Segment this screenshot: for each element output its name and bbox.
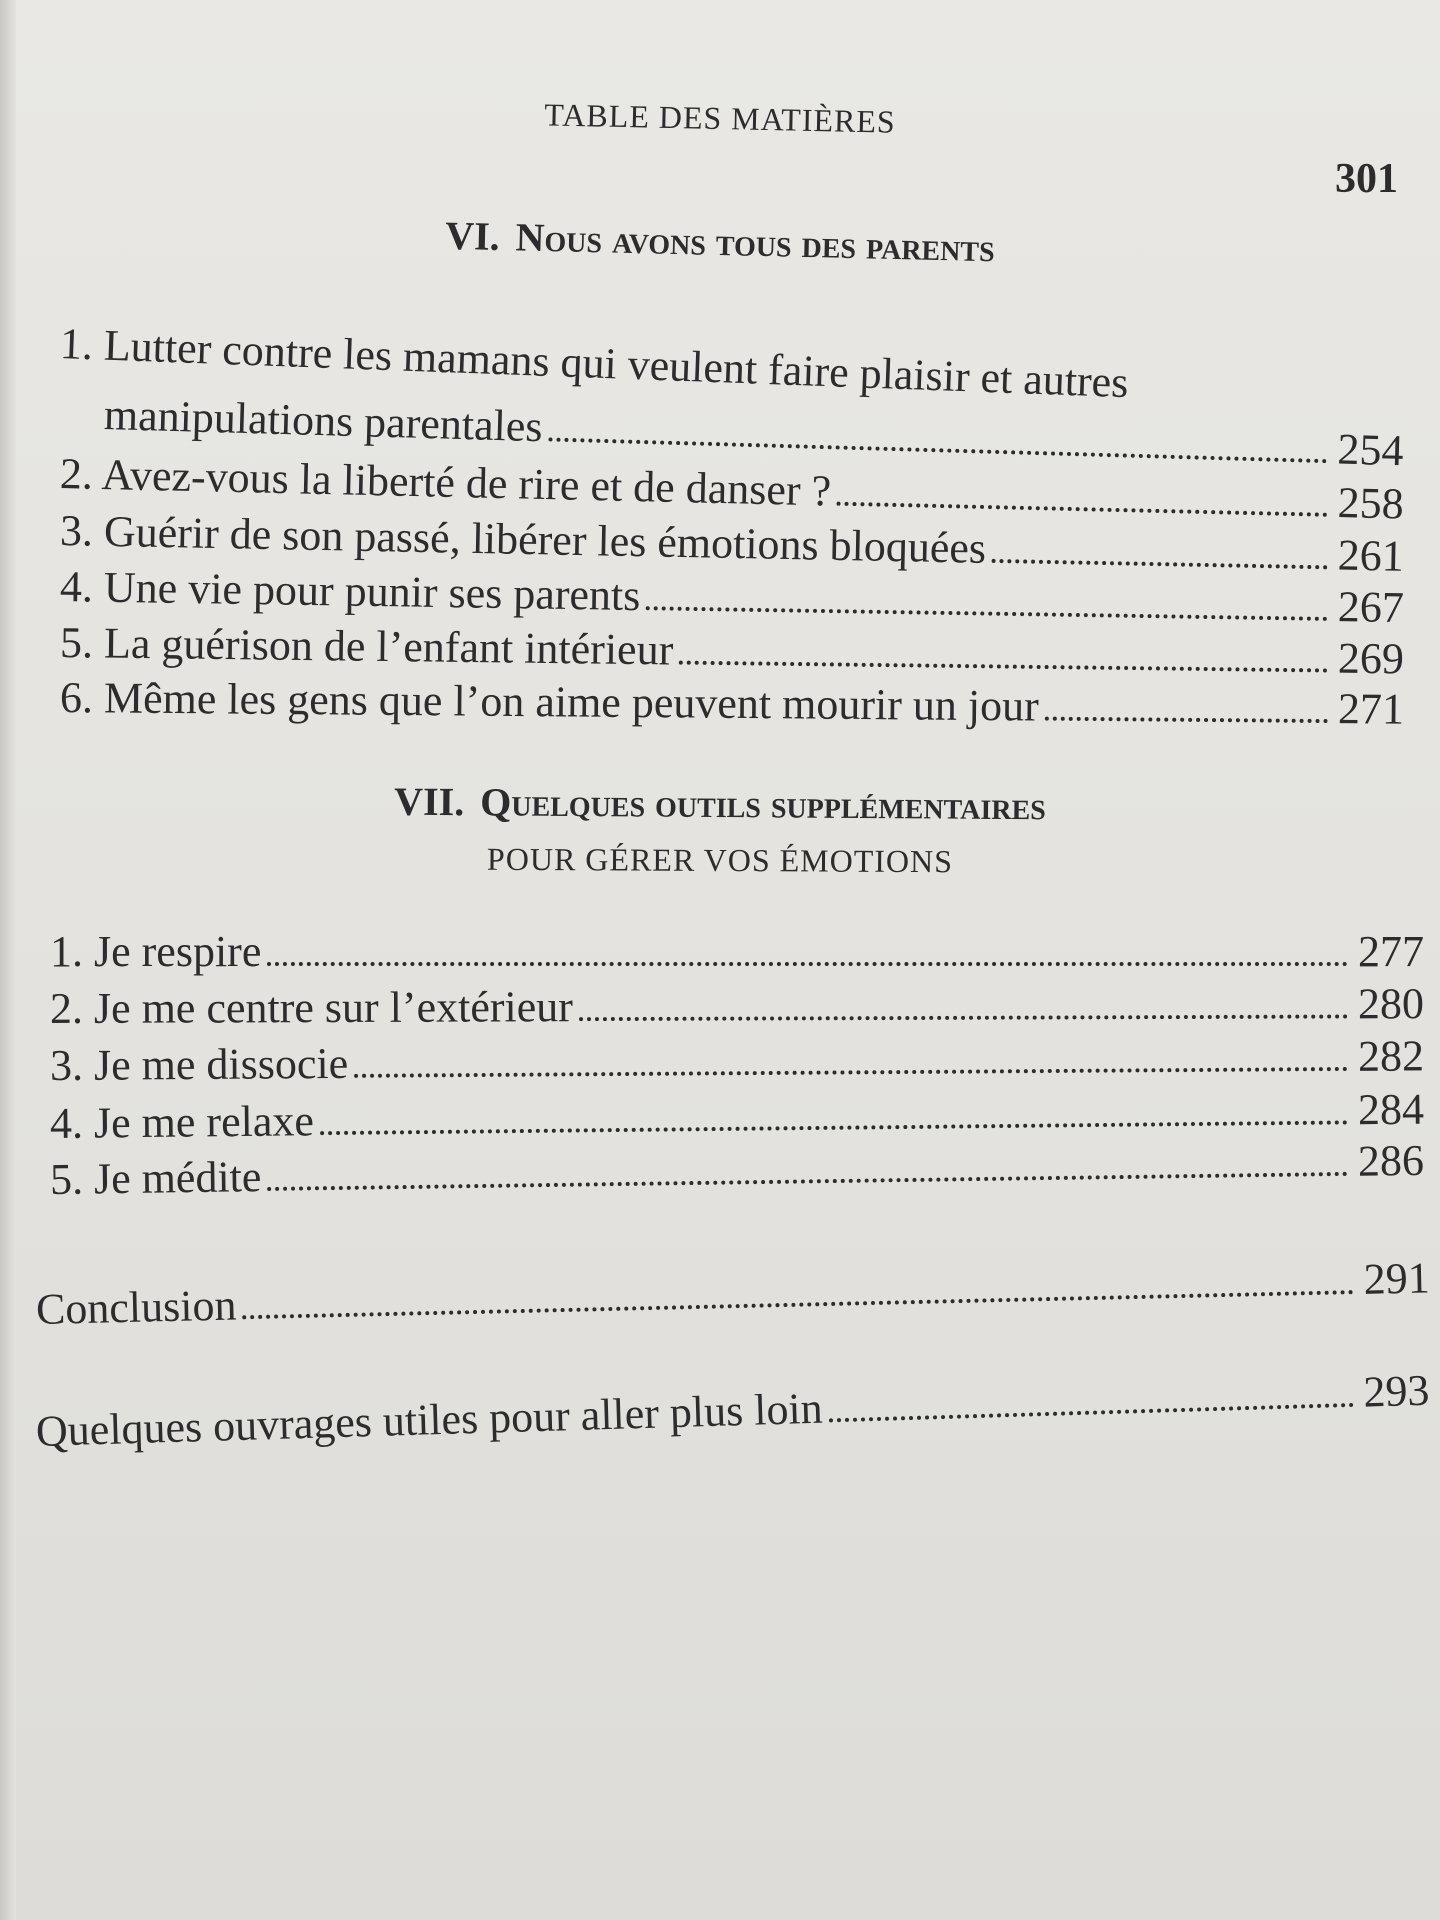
chapter-title [0, 775, 1440, 832]
toc-entry-page: 284 [1357, 1084, 1425, 1135]
page-edge [0, 0, 16, 1920]
toc-entry-label: 3. Guérir de son passé, libérer les émotions bloquées [59, 506, 987, 573]
toc-entry-label: 4. Une vie pour punir ses parents [59, 562, 641, 621]
toc-entry-page: 261 [1337, 530, 1405, 581]
toc-entry-label: 1. Je respire [50, 927, 262, 976]
dot-leader [679, 655, 1328, 673]
dot-leader [354, 1061, 1348, 1078]
toc-entry-label: Conclusion [35, 1280, 237, 1334]
toc-entry-page: 267 [1337, 582, 1405, 633]
running-head: TABLE DES MATIÈRES [543, 96, 897, 140]
toc-entry-page: 254 [1336, 424, 1405, 476]
toc-entry-label: 2. Avez-vous la liberté de rire et de danser ? [59, 449, 832, 516]
dot-leader [1045, 711, 1328, 723]
toc-entry-page: 280 [1357, 979, 1425, 1029]
toc-entry-label: 5. Je médite [49, 1152, 262, 1204]
toc-entry-page: 291 [1363, 1253, 1431, 1304]
chapter-number: VII. [394, 778, 465, 825]
chapter-subtitle: POUR GÉRER VOS ÉMOTIONS [486, 840, 954, 880]
toc-entry [59, 673, 1405, 734]
toc-entry-page: 271 [1337, 684, 1405, 734]
toc-entry [49, 1084, 1425, 1148]
toc-entry-page: 293 [1362, 1365, 1431, 1417]
toc-entry-label: 6. Même les gens que l’on aime peuvent mourir un jour [59, 673, 1039, 731]
toc-entry [35, 1365, 1431, 1456]
toc-entry-page: 282 [1357, 1031, 1425, 1081]
toc-entry-page: 258 [1337, 478, 1405, 529]
toc-entry-label: 3. Je me dissocie [49, 1038, 349, 1090]
toc-entry-page: 277 [1358, 927, 1424, 976]
toc-entry-label: 4. Je me relaxe [49, 1096, 315, 1148]
toc-entry [49, 979, 1425, 1033]
page-number: 301 [1335, 156, 1398, 202]
dot-leader [579, 1008, 1348, 1021]
toc-entry-first-line: 1. Lutter contre les mamans qui veulent faire plaisir et autres [59, 319, 1130, 408]
toc-entry-label: 5. La guérison de l’enfant intérieur [59, 618, 674, 675]
dot-leader [646, 600, 1328, 621]
chapter-name: Quelques outils supplémentaires [480, 779, 1046, 829]
chapter-number: VI. [444, 212, 501, 259]
dot-leader [829, 1397, 1354, 1423]
dot-leader [242, 1284, 1353, 1319]
dot-leader [992, 553, 1328, 569]
dot-leader [320, 1114, 1348, 1135]
toc-entry-page: 269 [1337, 633, 1405, 684]
toc-entry [35, 1253, 1431, 1334]
dot-leader [267, 956, 1348, 966]
toc-entry [59, 618, 1405, 684]
toc-entry-label: manipulations parentales [103, 390, 544, 452]
toc-entry [49, 1135, 1425, 1204]
dot-leader [837, 496, 1328, 517]
chapter-title [0, 202, 1440, 282]
toc-entry-page: 286 [1357, 1135, 1425, 1186]
toc-entry [49, 1031, 1425, 1090]
toc-entry-label: 2. Je me centre sur l’extérieur [49, 982, 573, 1033]
toc-entry-label: Quelques ouvrages utiles pour aller plus loin [35, 1383, 824, 1456]
dot-leader [267, 1166, 1348, 1191]
toc-entry [50, 927, 1424, 976]
chapter-name: Nous avons tous des parents [515, 214, 996, 271]
dot-leader [548, 431, 1327, 463]
